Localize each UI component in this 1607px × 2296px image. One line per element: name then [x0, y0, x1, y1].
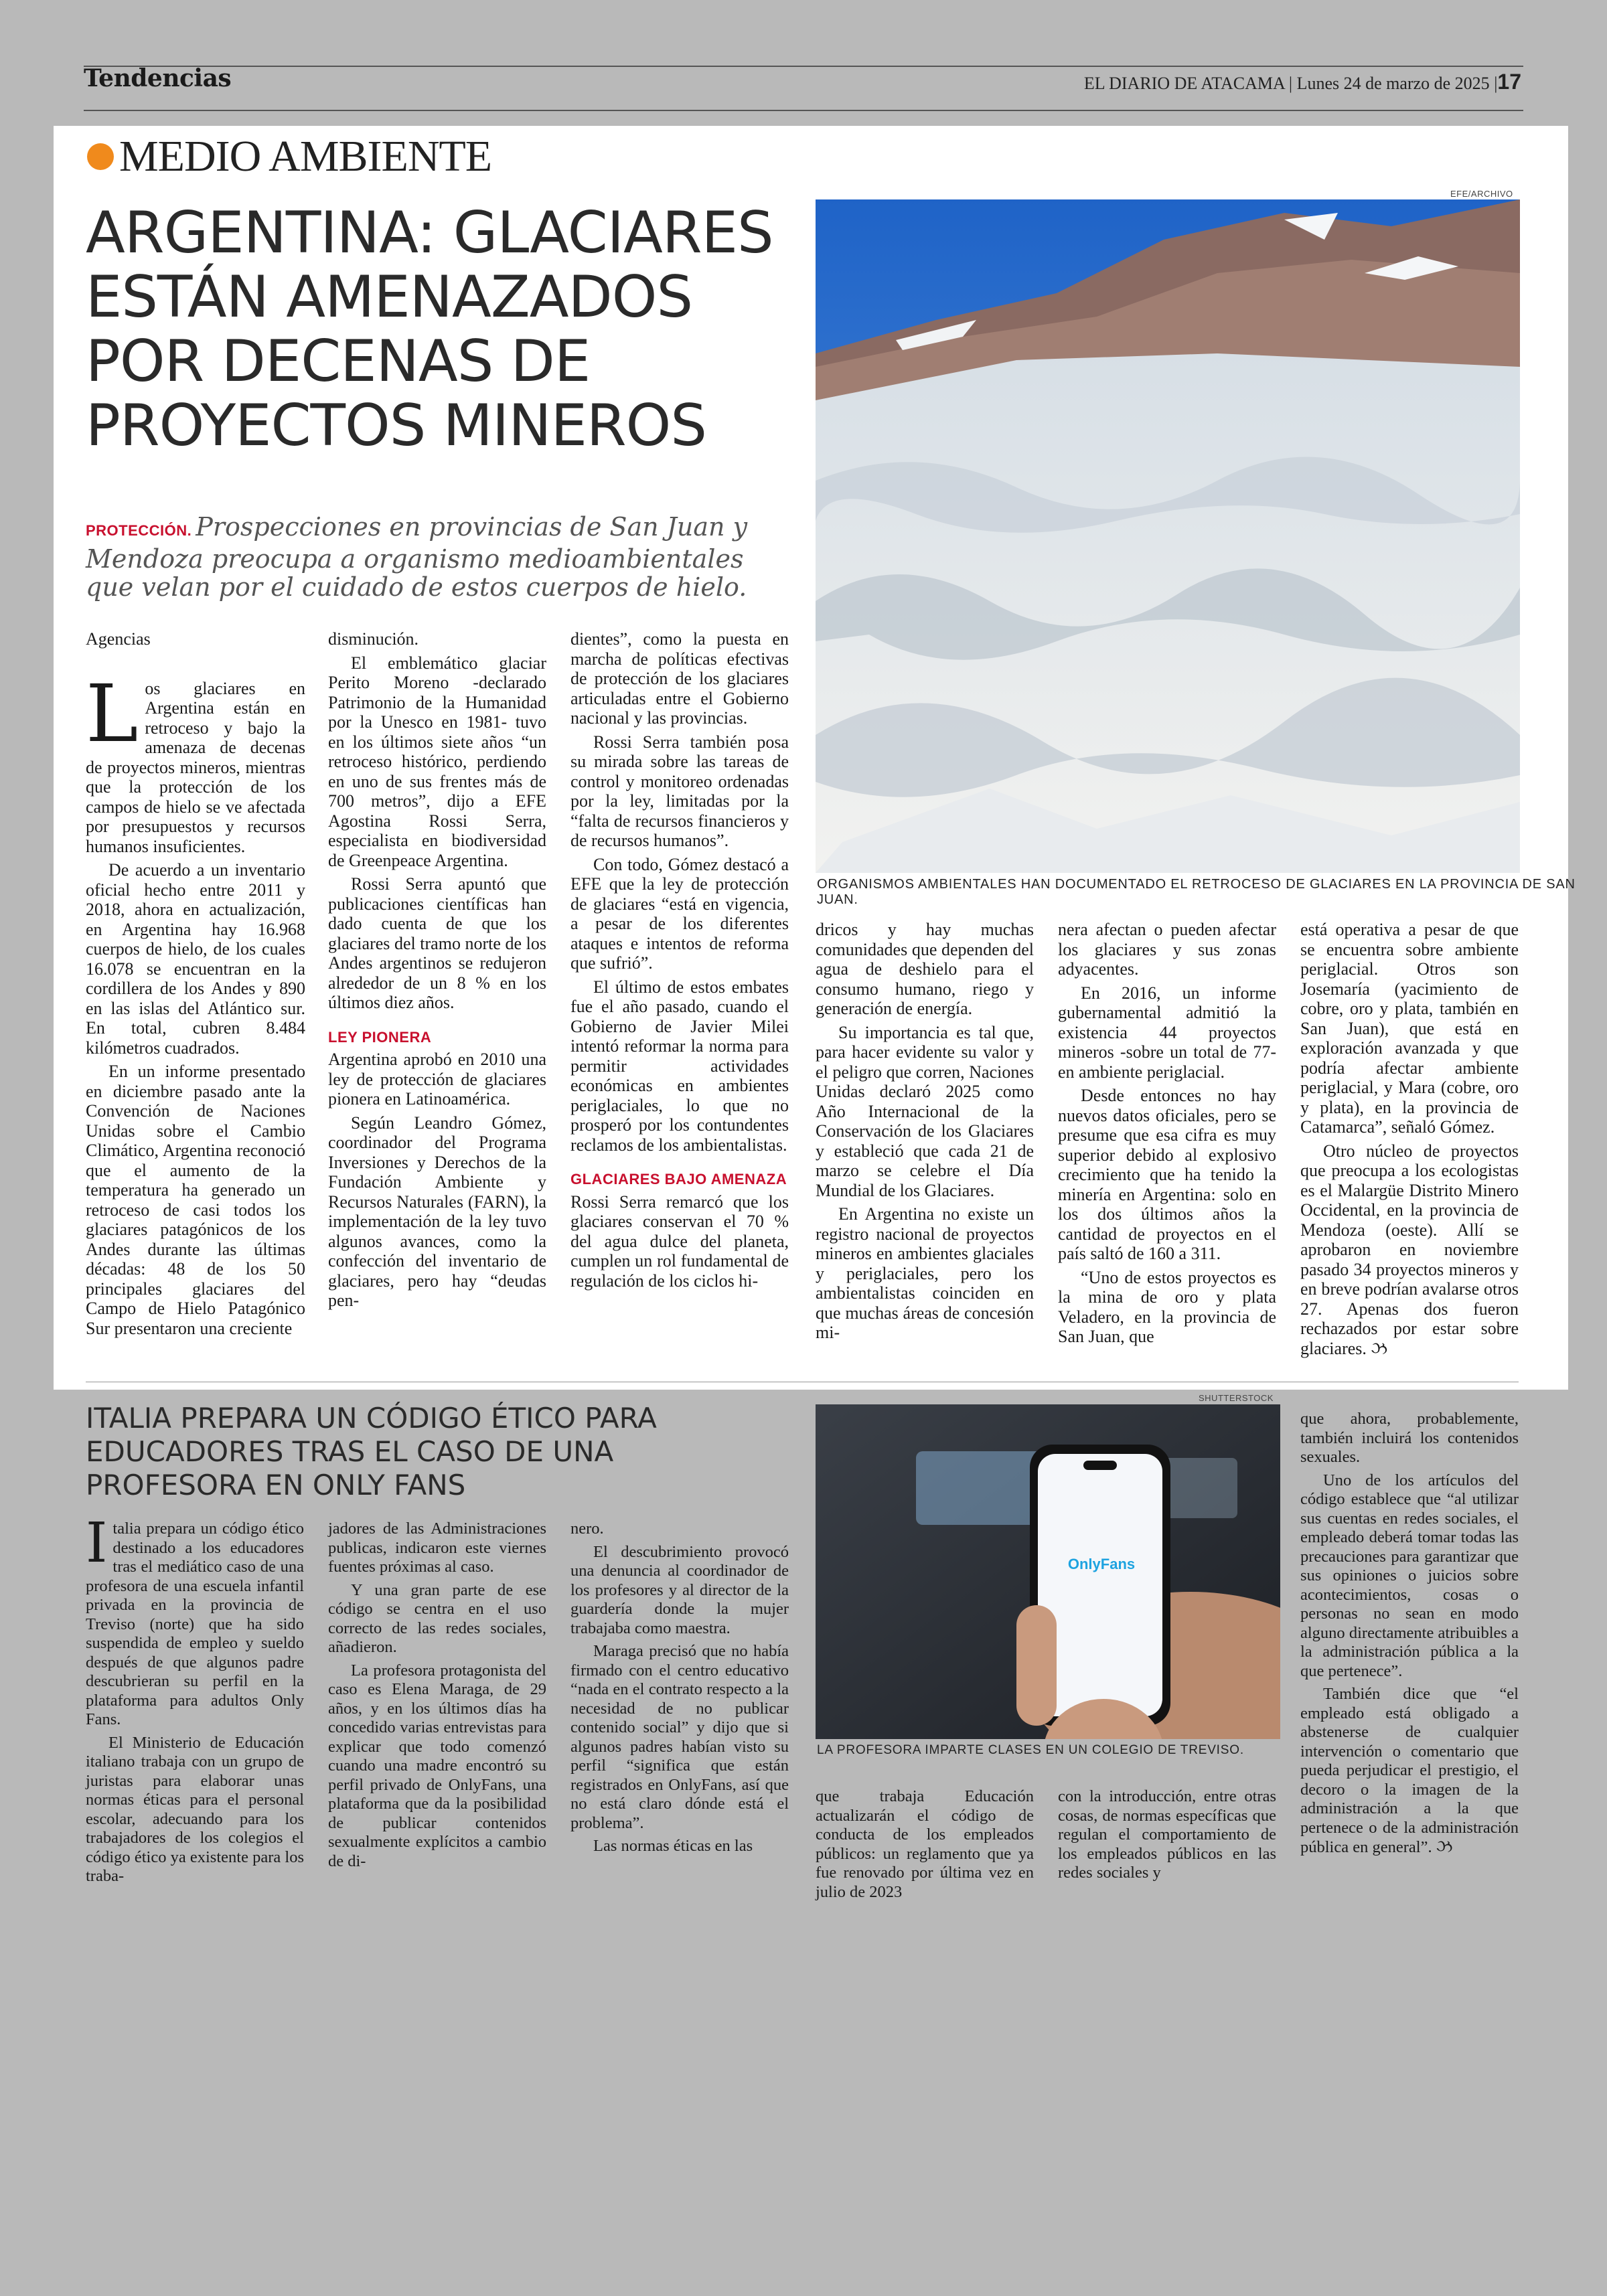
dropcap: I: [86, 1511, 108, 1575]
topic-label: MEDIO AMBIENTE: [87, 131, 491, 182]
article2-column-1: Italia prepara un código ético destinado a los educadores tras el mediático caso de una profesora de una escuela infantil privada en la provincia de Treviso (norte) que ha sido suspendida de empleo y sueldo después de que algunos padre descubrieran su perfil en la plataforma para adultos Only Fans. El Ministerio de Educación italiano trabaja con un grupo de juristas para elaborar unas normas éticas para el personal escolar, adecuando para los trabajadores de los colegios el código ético ya existente para los traba-: [86, 1511, 304, 1885]
issue-date: Lunes 24 de marzo de 2025: [1296, 74, 1490, 93]
article-column-4: dricos y hay muchas comunidades que dependen del agua de deshielo para el consumo humano, riego y generación de energía. Su importancia es tal que, para hacer evidente su valor y el peligro que corren, Naciones Unidas declaró 2025 como Año Internacional de la Conservación de los Glaciares y estableció que cada 21 de marzo se celebre el Día Mundial de los Glaciares. En Argentina no existe un registro nacional de proyectos mineros en ambientes glaciales y periglaciales, pero los ambientalistas coinciden en que muchas áreas de concesión mi-: [816, 920, 1034, 1342]
end-mark-icon: ઝ: [1436, 1837, 1453, 1856]
article-column-5: nera afectan o pueden afectar los glaciares y sus zonas adyacentes. En 2016, un informe gubernamental admitió la existencia 44 proyectos mineros -sobre un total de 77- en ambiente periglacial. Desde entonces no hay nuevos datos oficiales, pero se presume que esa cifra es muy superior debido al explosivo crecimiento que ha tenido la minería en Argentina: solo en los dos últimos años la cantidad de proyectos en el país saltó de 160 a 311. “Uno de estos proyectos es la mina de oro y plata Veladero, en la provincia de San Juan, que: [1058, 920, 1276, 1346]
lede-kicker: PROTECCIÓN.: [86, 522, 192, 539]
article2-column-5: con la introducción, entre otras cosas, de normas específicas que regulan el comportamiento de los empleados públicos en las redes sociales y: [1058, 1787, 1276, 1882]
end-mark-icon: ઝ: [1371, 1338, 1388, 1358]
article-lede: [86, 513, 769, 601]
glacier-photo: [816, 199, 1520, 873]
subheading: GLACIARES BAJO AMENAZA: [570, 1171, 787, 1187]
header-rule-top: [84, 66, 1523, 67]
article2-column-3: nero. El descubrimiento provocó una denuncia al coordinador de los profesores y al director de la guardería donde la mujer trabajaba como maestra. Maraga precisó que no había firmado con el centro educativo “nada en el contrato respecto a la necesidad de no publicar contenido social” y dijo que si algunos padres habían visto su perfil “significa que están registrados en OnlyFans, así que no está claro dónde está el problema”. Las normas éticas en las: [570, 1520, 789, 1855]
photo2-caption: LA PROFESORA IMPARTE CLASES EN UN COLEGIO DE TREVISO.: [817, 1743, 1244, 1757]
article-column-6: está operativa a pesar de que se encuentra sobre ambiente periglacial. Otros son Josemaría (yacimiento de cobre, oro y plata, también en San Juan), que está en exploración avanzada y que podría afectar ambiente periglacial, y Mara (cobre, oro y plata), en la provincia de Catamarca”, señaló Gómez. Otro núcleo de proyectos que preocupa a los ecologistas es el Malargüe Distrito Minero Occidental, en la provincia de Mendoza (oeste). Allí se aprobaron en noviembre pasado 34 proyectos mineros y en breve podrían avalarse otros 27. Apenas dos fueron rechazados por estar sobre glaciares. ઝ: [1300, 920, 1519, 1358]
subheading: LEY PIONERA: [328, 1028, 432, 1046]
article-column-2: disminución. El emblemático glaciar Perito Moreno -declarado Patrimonio de la Humanidad por la Unesco en 1981- tuvo en los últimos siete años “un retroceso histórico, perdiendo en uno de sus frentes más de 700 metros”, dijo a EFE Agostina Rossi Serra, especialista en biodiversidad de Greenpeace Argentina. Rossi Serra apuntó que publicaciones científicas han dado cuenta de que los glaciares del tramo norte de los Andes argentinos se redujeron alrededor de un 8 % en los últimos diez años. LEY PIONERA Argentina aprobó en 2010 una ley de protección de glaciares pionera en Latinoamérica. Según Leandro Gómez, coordinador del Programa Inversiones y Derechos de la Fundación Ambiente y Recursos Naturales (FARN), la implementación de la ley tuvo algunos avances, como la confección del inventario de glaciares, pero hay “deudas pen-: [328, 629, 546, 1310]
article2-column-2: jadores de las Administraciones publicas, indicaron este viernes fuentes próximas al caso. Y una gran parte de ese código se centra en el uso correcto de las redes sociales, añadieron. La profesora protagonista del caso es Elena Maraga, de 29 años, y en los últimos días ha concedido varias entrevistas para explicar que todo comenzó cuando una madre encontró su perfil privado de OnlyFans, una plataforma que da la posibilidad de publicar contenidos sexualmente explícitos a cambio de di-: [328, 1520, 546, 1870]
photo-credit: EFE/ARCHIVO: [1450, 189, 1513, 199]
article2-column-4: que trabaja Educación actualizarán el código de conducta de los empleados públicos: un reglamento que ya fue renovado por última vez en julio de 2023: [816, 1787, 1034, 1901]
phone-photo: [816, 1404, 1280, 1739]
newspaper-name: EL DIARIO DE ATACAMA: [1083, 74, 1285, 93]
topic-dot-icon: [87, 143, 114, 170]
article2-headline: ITALIA PREPARA UN CÓDIGO ÉTICO PARA EDUCADORES TRAS EL CASO DE UNA PROFESORA EN ONLY FANS: [86, 1402, 657, 1501]
byline: Agencias: [86, 629, 151, 649]
article-column-1: Agencias Los glaciares en Argentina están en retroceso y bajo la amenaza de decenas de proyectos mineros, mientras que la protección de los campos de hielo se ve afectada por presupuestos y recursos humanos insuficientes. De acuerdo a un inventario oficial hecho entre 2011 y 2018, ahora en actualización, en Argentina hay 16.968 cuerpos de hielo, de los cuales 16.078 se encuentran en la cordillera de los Andes y 890 en las islas del Atlántico sur. En total, cubren 8.484 kilómetros cuadrados. En un informe presentado en diciembre pasado ante la Convención de Naciones Unidas sobre el Cambio Climático, Argentina reconoció que el aumento de la temperatura ha generado un retroceso de casi todos los glaciares patagónicos de los Andes durante las últimas décadas: 48 de los 50 principales glaciares del Campo de Hielo Patagónico Sur presentaron una creciente: [86, 629, 305, 1338]
page-number: 17: [1497, 70, 1521, 94]
article-column-3: dientes”, como la puesta en marcha de políticas efectivas de protección de los glaciares articuladas entre el Gobierno nacional y las provincias. Rossi Serra también posa su mirada sobre las tareas de control y monitoreo ordenadas por la ley, limitadas por la “falta de recursos financieros y de recursos humanos”. Con todo, Gómez destacó a EFE que la ley de protección de glaciares “está en vigencia, a pesar de los diferentes ataques e intentos de reforma que sufrió”. El último de estos embates fue el año pasado, cuando el Gobierno de Javier Milei intentó reformar la norma para permitir actividades económicas en ambientes periglaciales, lo que no prosperó por los contundentes reclamos de los ambientalistas. GLACIARES BAJO AMENAZA Rossi Serra remarcó que los glaciares conservan el 70 % del agua dulce del planeta, cumplen un rol fundamental de regulación de los ciclos hi-: [570, 629, 789, 1291]
article-headline: ARGENTINA: GLACIARES ESTÁN AMENAZADOS POR DECENAS DE PROYECTOS MINEROS: [86, 199, 773, 459]
photo2-credit: SHUTTERSTOCK: [1199, 1393, 1274, 1403]
masthead: EL DIARIO DE ATACAMA | Lunes 24 de marzo de 2025 |17: [1083, 70, 1521, 94]
section-name: Tendencias: [84, 64, 232, 92]
photo-caption: ORGANISMOS AMBIENTALES HAN DOCUMENTADO EL RETROCESO DE GLACIARES EN LA PROVINCIA DE SAN JUAN.: [817, 877, 1576, 907]
lede-text: Prospecciones en provincias de San Juan y Mendoza preocupa a organismo medioambientales que velan por el cuidado de estos cuerpos de hielo.: [86, 512, 748, 602]
header-rule-bottom: [84, 110, 1523, 111]
article2-column-6: que ahora, probablemente, también incluirá los contenidos sexuales. Uno de los artículos del código establece que “al utilizar sus cuentas en redes sociales, el empleado deberá tomar todas las precauciones para garantizar que sus opiniones o juicios sobre acontecimientos, cosas o personas no sean en modo alguno directamente atribuibles a la administración pública a la que pertenece”. También dice que “el empleado está obligado a abstenerse de cualquier intervención o comentario que pueda perjudicar el prestigio, el decoro o la imagen de la administración a la que pertenece o de la administración pública en general”. ઝ: [1300, 1410, 1519, 1856]
dropcap: L: [86, 667, 139, 760]
onlyfans-logo: OnlyFans: [1067, 1556, 1136, 1572]
